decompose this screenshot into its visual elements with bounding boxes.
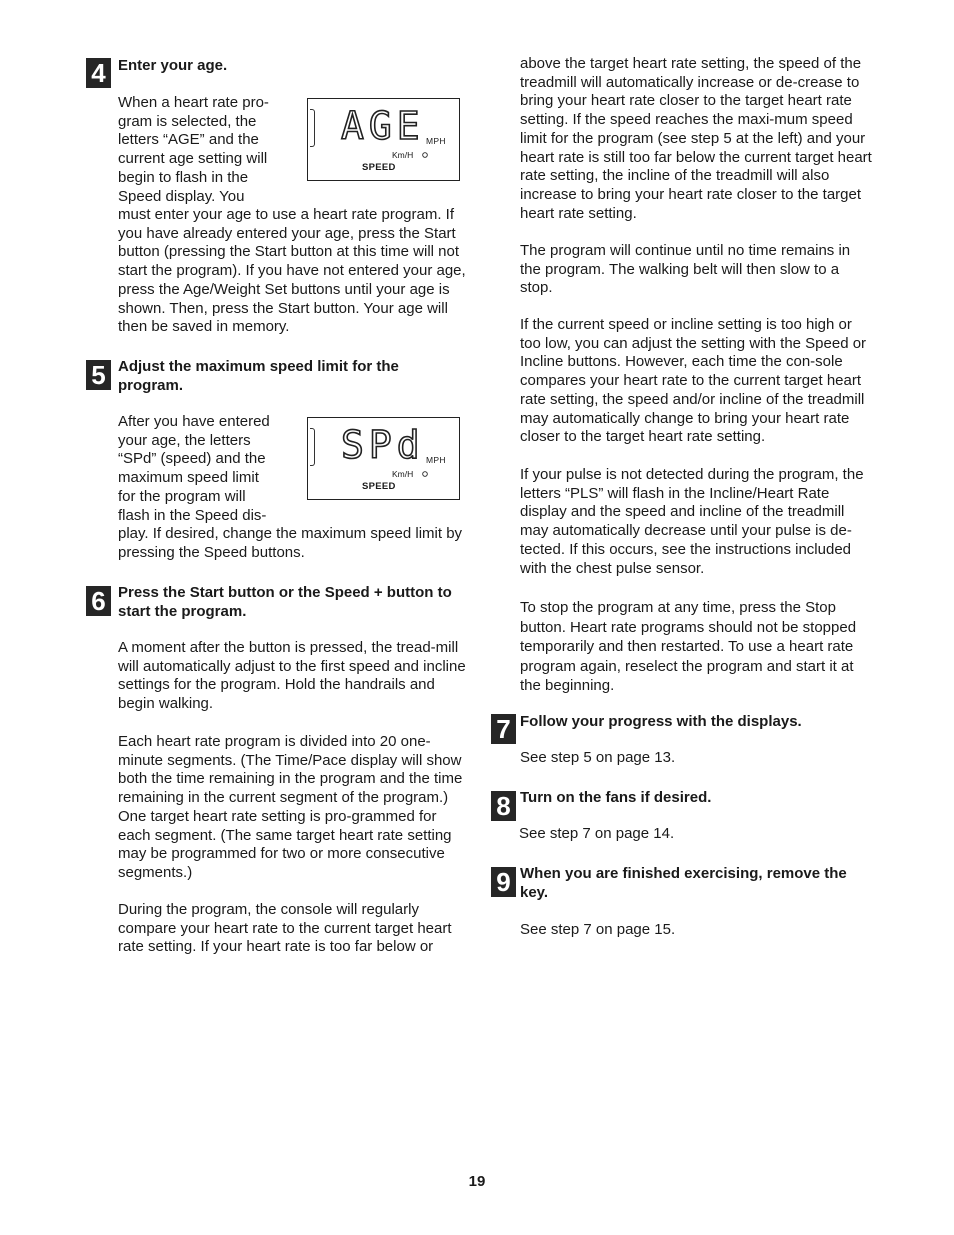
mph-label: MPH <box>426 455 446 465</box>
step-6-paragraph-8: To stop the program at any time, press the Stop button. Heart rate programs should not be stopped temporarily and then restarted. To use a heart rate program again, reselect the program and start it at the beginning. <box>520 599 857 695</box>
step-5-heading <box>118 357 399 395</box>
step-5-wrap-text <box>118 413 270 525</box>
step-4-line-1: When a heart rate pro- <box>118 94 269 111</box>
kmh-label: Km/H <box>392 469 414 479</box>
speed-display-spd <box>307 417 460 500</box>
step-4-badge: 4 <box>86 58 111 88</box>
step-5-line-4: maximum speed limit <box>118 469 259 487</box>
step-6-paragraph-2: Each heart rate program is divided into 20 one-minute segments. (The Time/Pace display will show both the time remaining in the program and the time remaining in the current segment of the program.) One target heart rate setting is pro-grammed for each segment. (The same target heart rate setting may be programmed for two or more consecutive segments.) <box>118 733 463 881</box>
spd-readout: SPd <box>341 423 425 467</box>
step-4-body: must enter your age to use a heart rate program. If you have already entered your age, press the Start button (pressing the Start button at this time will not start the program). If you have not entered your age, press the Age/Weight Set buttons until your age is shown. Then, press the Start button. Your age will then be saved in memory. <box>118 206 466 336</box>
step-5-heading-line-1: Adjust the maximum speed limit for the <box>118 358 399 375</box>
step-9-heading-line-2: key. <box>520 884 549 901</box>
step-4-line-5: begin to flash in the <box>118 168 249 186</box>
step-6-paragraph-3: During the program, the console will regularly compare your heart rate to the current target heart rate setting. If your heart rate is too far below or <box>118 901 452 956</box>
step-6-paragraph-6: If the current speed or incline setting is too high or too low, you can adjust the setting with the Speed or Incline buttons. However, each time the con-sole compares your heart rate to the current target heart rate setting, the speed and/or incline of the treadmill may automatically change to bring your heart rate closer to the target heart rate setting. <box>520 316 867 446</box>
step-6-paragraph-4: above the target heart rate setting, the speed of the treadmill will automatically increase or de-crease to bring your heart rate closer to the target heart rate setting. If the speed reaches the maxi-mum speed limit for the program (see step 5 at the left) and your heart rate is still too far below the current target heart rate setting, the incline of the treadmill will also increase to bring your heart rate closer to the target heart rate setting. <box>520 55 872 222</box>
step-6-badge: 6 <box>86 586 111 616</box>
age-readout: AGE <box>341 104 425 148</box>
step-9-heading <box>520 864 847 902</box>
step-8-badge: 8 <box>491 791 516 821</box>
step-5-line-1: After you have entered <box>118 413 270 430</box>
step-8-body: See step 7 on page 14. <box>519 825 675 842</box>
mph-label: MPH <box>426 136 446 146</box>
step-9-body: See step 7 on page 15. <box>520 921 676 938</box>
step-9-badge: 9 <box>491 867 516 897</box>
step-4-line-2: gram is selected, the <box>118 112 257 130</box>
step-6-paragraph-7: If your pulse is not detected during the program, the letters “PLS” will flash in the Incline/Heart Rate display and the speed and incline of the treadmill may automatically decrease until your pulse is de-tected. If this occurs, see the instructions included with the chest pulse sensor. <box>520 466 864 577</box>
step-7-body: See step 5 on page 13. <box>520 749 676 766</box>
step-5-badge: 5 <box>86 360 111 390</box>
step-6-heading-line-2: start the program. <box>118 603 247 620</box>
step-7-badge: 7 <box>491 714 516 744</box>
step-9-heading-line-1: When you are finished exercising, remove the <box>520 865 847 882</box>
step-4-wrap-text <box>118 94 269 206</box>
step-6-paragraph-1: A moment after the button is pressed, the tread-mill will automatically adjust to the first speed and incline settings for the program. Hold the handrails and begin walking. <box>118 639 466 713</box>
step-4-line-3: letters “AGE” and the <box>118 131 259 149</box>
speed-display-age <box>307 98 460 181</box>
step-5-line-5: for the program will <box>118 487 246 505</box>
kmh-label: Km/H <box>392 150 414 160</box>
speed-label: SPEED <box>362 162 396 173</box>
kmh-indicator-icon <box>423 472 428 477</box>
step-6-heading <box>118 583 452 621</box>
step-6-paragraph-5: The program will continue until no time remains in the program. The walking belt will then slow to a stop. <box>520 242 851 297</box>
speed-label: SPEED <box>362 481 396 492</box>
step-8-heading: Turn on the fans if desired. <box>520 789 712 806</box>
step-5-line-6: flash in the Speed dis- <box>118 506 267 524</box>
step-4-heading: Enter your age. <box>118 57 228 74</box>
step-4-line-6: Speed display. You <box>118 187 245 205</box>
step-4-line-4: current age setting will <box>118 150 268 168</box>
step-6-heading-line-1: Press the Start button or the Speed + button to <box>118 584 452 601</box>
step-7-heading: Follow your progress with the displays. <box>520 713 802 730</box>
kmh-indicator-icon <box>423 153 428 158</box>
step-5-line-2: your age, the letters <box>118 431 251 449</box>
step-5-heading-line-2: program. <box>118 377 184 394</box>
page-number: 19 <box>468 1173 486 1190</box>
step-5-line-3: “SPd” (speed) and the <box>118 450 266 468</box>
step-5-body: play. If desired, change the maximum speed limit by pressing the Speed buttons. <box>118 525 463 561</box>
